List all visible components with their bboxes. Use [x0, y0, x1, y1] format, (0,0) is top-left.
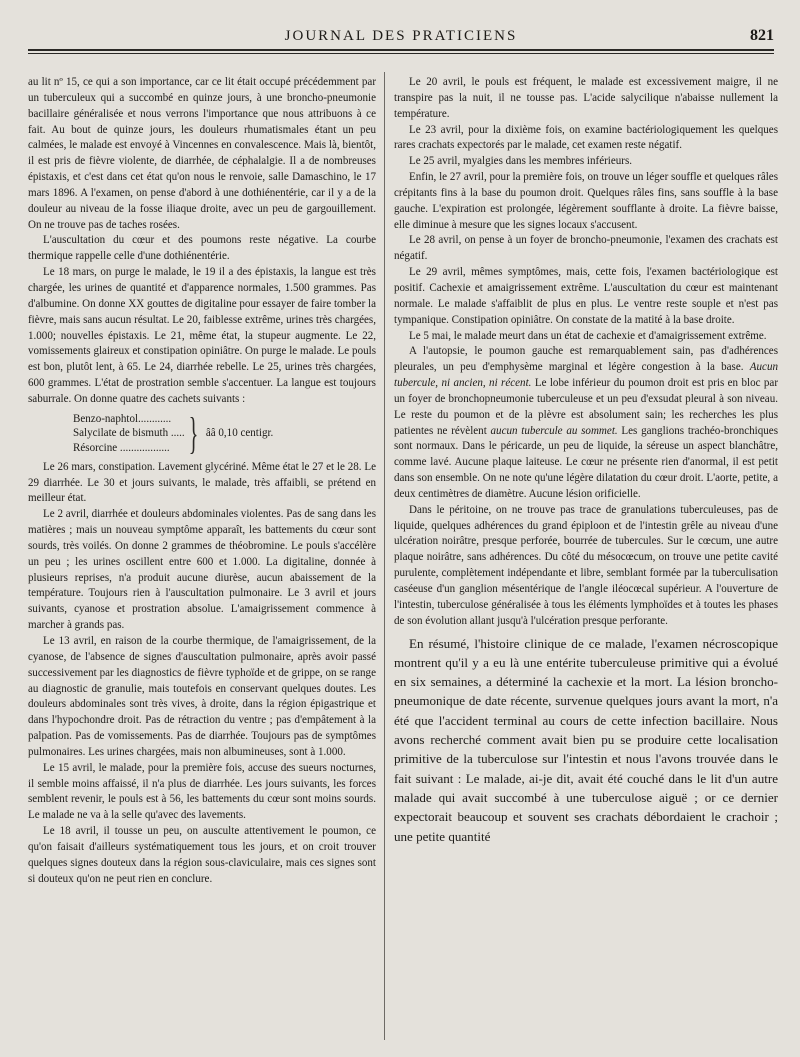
paragraph: Le 15 avril, le malade, pour la première fois, accuse des sueurs nocturnes, il semble moins affaissé, il n'a plus de diarrhée. Les jours suivants, les forces semblent revenir, le pouls est à 56, les battements du cœur sont moins sourds. Le malade ne va à la selle qu'avec des lavements. [28, 761, 376, 822]
page-number: 821 [750, 27, 774, 44]
column-divider [384, 72, 385, 1040]
prescription-line: Résorcine .................. [73, 441, 170, 454]
header-rule-thick [28, 49, 774, 51]
prescription-formula [28, 408, 376, 458]
summary-paragraph: En résumé, l'histoire clinique de ce malade, l'examen nécroscopique montrent qu'il y a eu là une entérite tuberculeuse primitive qui a évolué en six semaines, a déterminé la cachexie et la mort. La lésion broncho-pneumonique de date récente, survenue quelques jours avant la mort, n'a été que l'accident terminal au cours de cette infection bacillaire. Nous avons recherché comment avait bien pu se produire cette localisation primitive de la tuberculose sur l'intestin et nous l'avons trouvée dans le fait suivant : Le malade, ai-je dit, avait été couché dans le lit d'un autre malade qui avait succombé à une tuberculose aiguë ; or ce dernier expectorait beaucoup et souvent ses crachats débordaient le crachoir ; une petite quantité [394, 635, 778, 844]
paragraph: Dans le péritoine, on ne trouve pas trace de granulations tuberculeuses, pas de liquide, quelques adhérences du grand épiploon et de l'intestin grêle au niveau d'une ulcération noirâtre, presque perforée, bourrée de tubercules. Sur le cœcum, une autre plaque noirâtre, sans adhérences. Du côté du mésocœcum, on trouve une petite cavité purulente, complètement indépendante et libre, semblant formée par la tuberculisation caséeuse d'un ganglion mésentérique de l'angle iléocœcal supérieur. A l'ouverture de l'intestin, tuberculose généralisée à tous les éléments lymphoïdes et à toutes les phases de son évolution allant jusqu'à l'ulcération presque perforante. [394, 503, 778, 627]
paragraph: Le 5 mai, le malade meurt dans un état de cachexie et d'amaigrissement extrême. [409, 329, 767, 342]
paragraph: Le 18 mars, on purge le malade, le 19 il a des épistaxis, la langue est très chargée, les urines de quantité et d'apparence normales, 1.500 grammes. Pas d'albumine. On donne XX gouttes de digitaline pour essayer de faire tomber la fièvre, mais sans aucun résultat. Le 20, faiblesse extrême, urines très chargées, 1.000; nouvelles épistaxis. Le 21, même état, la stupeur augmente. Le 22, vomissements glaireux et constipation opiniâtre. On purge le malade. Le pouls est bon, plutôt lent, à 65. Le 24, diarrhée rebelle. Le 25, urines très chargées, 600 grammes. L'état de prostration semble s'accentuer. La langue est toujours saburrale. On donne quatre des cachets suivants : [28, 266, 376, 405]
paragraph: Le 20 avril, le pouls est fréquent, le malade est excessivement maigre, il ne transpire pas la nuit, il ne tousse pas. L'acide salycilique n'abaisse nullement la température. [394, 76, 778, 120]
header-rule-thin [28, 53, 774, 54]
left-column [28, 75, 376, 888]
paragraph: au lit nº 15, ce qui a son importance, car ce lit était occupé précédemment par un tuberculeux qui a succombé en quinze jours, à une broncho-pneumonie bacillaire généralisée et nous verrons l'importance que nous attribuons à ce fait. Au bout de quinze jours, les douleurs rhumatismales étant un peu calmées, le malade est envoyé à Vincennes en convalescence. Mais là, bientôt, il est pris de fièvre violente, de diarrhée, de céphalalgie. Il a de nombreuses épistaxis, et c'est dans cet état qu'on nous le renvoie, salle Damaschino, le 17 mars 1896. A l'examen, on pense d'abord à une dothiénentérie, car il y a de la douleur au niveau de la fosse iliaque droite, avec un peu de gargouillement. On ne trouve pas de taches rosées. [28, 76, 376, 231]
paragraph: Le 26 mars, constipation. Lavement glycériné. Même état le 27 et le 28. Le 29 diarrhée. Le 30 et jours suivants, le malade, très affaibli, se prétend en meilleur état. [28, 460, 376, 505]
paragraph: Le 29 avril, mêmes symptômes, mais, cette fois, l'examen bactériologique est positif. Cachexie et amaigrissement extrême. L'auscultation du cœur est maintenant normale. Le malade s'affaiblit de plus en plus. Le ventre reste souple et n'est pas tympanique. Constipation opiniâtre. On constate de la matité à la base droite. [394, 266, 778, 326]
paragraph: Le 13 avril, en raison de la courbe thermique, de l'amaigrissement, de la cyanose, de l'absence de signes d'auscultation pulmonaire, après avoir passé successivement par les diagnostics de fièvre typhoïde et de grippe, on se range au diagnostic de granulie, mais toutefois en conservant quelques doutes. Les douleurs abdominales sont très vives, à droite, dans la région épigastrique et dans l'hypochondre droit. Pas de rétraction du ventre ; pas d'empâtement à la palpation. Pas de vomissements. Pas de diarrhée. Toujours pas de symptômes pulmonaires. Les urines chargées, mais non albumineuses, sont à 1.000. [28, 635, 376, 758]
text-run: A l'autopsie, le poumon gauche est remarquablement sain, pas d'adhérences pleurales, un peu d'emphysème marginal et légère congestion à la base. [394, 345, 778, 374]
text-run: Les ganglions trachéo-bronchiques sont normaux. Dans le péricarde, un peu de liquide, la séreuse un aspect blanchâtre, comme lavé. Aucune plaque laiteuse. Le cœur ne présente rien d'anormal, il est petit dans son ensemble. On ne note qu'une légère dilatation du cœur droit. L'aorte, petite, a deux centimètres de diamètre. Aucune lésion orificielle. [394, 424, 778, 500]
autopsy-paragraph [394, 344, 778, 502]
italic-text-run: Aucun tubercule, ni ancien, ni récent. [394, 361, 778, 390]
italic-text-run: aucun tubercule au sommet. [490, 424, 618, 437]
right-column [394, 75, 778, 846]
paragraph: Le 18 avril, il tousse un peu, on ausculte attentivement le poumon, ce qu'on faisait d'ailleurs systématiquement tous les jours, et on croit trouver quelques signes douteux dans la région sous-claviculaire, mais ces signes sont si douteux qu'on ne peut rien en conclure. [28, 825, 376, 885]
paragraph: Le 2 avril, diarrhée et douleurs abdominales violentes. Pas de sang dans les matières ; mais un nouveau symptôme apparaît, les battements du cœur sont sourds, très voilés. On donne 2 grammes de théobromine. Le pouls s'accélère un peu ; les urines oscillent entre 600 et 1.000. La digitaline, donnée à plusieurs reprises, n'a produit aucune diurèse, aucun abaissement de la température. Toujours rien à l'auscultation pulmonaire. Le 3 avril et jours suivants, cyanose et prostration absolue. L'amaigrissement commence à marcher à grands pas. [28, 508, 376, 632]
brace-glyph: } [188, 408, 199, 458]
paragraph: L'auscultation du cœur et des poumons reste négative. La courbe thermique rappelle celle d'une dothiénentérie. [28, 234, 376, 263]
summary-section [394, 634, 778, 846]
prescription-line: Salycilate de bismuth ..... [73, 427, 185, 440]
paragraph: Le 28 avril, on pense à un foyer de broncho-pneumonie, l'examen des crachats est négatif. [394, 234, 778, 263]
page-header [28, 26, 774, 48]
prescription-line: Benzo-naphtol............ [73, 412, 172, 425]
paragraph: Le 23 avril, pour la dixième fois, on examine bactériologiquement les quelques rares crachats expectorés par le malade, cet examen reste négatif. [394, 123, 778, 152]
running-title: JOURNAL DES PRATICIENS [284, 28, 518, 44]
paragraph: Le 25 avril, myalgies dans les membres inférieurs. [409, 155, 633, 168]
text-run: Le lobe inférieur du poumon droit est pris en bloc par un foyer de bronchopneumonie tuberculeuse et un peu d'exsudat pleural à son niveau. Le reste du poumon et de la plèvre est absolument sain; les recherches les plus patientes ne révèlent [394, 377, 779, 437]
prescription-dose: ââ 0,10 centigr. [205, 426, 274, 439]
prescription-ingredients [28, 412, 185, 456]
paragraph: Enfin, le 27 avril, pour la première fois, on trouve un léger souffle et quelques râles crépitants fins à la base du poumon droit. Quelques râles fins, sans souffle à la base gauche. L'expiration est prolongée, légèrement soufflante à droite. La fièvre baisse, elle diminue à mesure que les signes locaux s'accusent. [394, 171, 778, 231]
